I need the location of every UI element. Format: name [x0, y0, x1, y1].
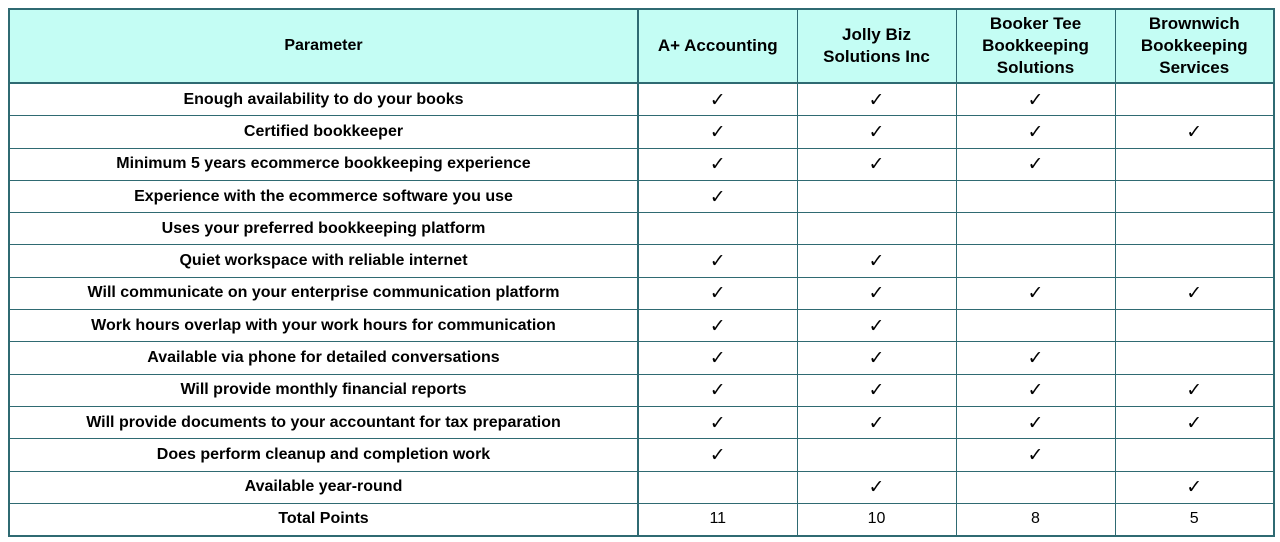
empty-cell — [797, 180, 956, 212]
check-mark-icon: ✓ — [797, 342, 956, 374]
header-vendor-line: Bookkeeping — [982, 36, 1089, 55]
check-mark-icon: ✓ — [797, 148, 956, 180]
empty-cell — [956, 310, 1115, 342]
empty-cell — [797, 213, 956, 245]
parameter-cell: Experience with the ecommerce software you use — [9, 180, 638, 212]
totals-row — [9, 503, 1274, 536]
empty-cell — [1115, 83, 1274, 116]
total-value: 5 — [1115, 503, 1274, 536]
table-row — [9, 342, 1274, 374]
check-mark-icon: ✓ — [956, 342, 1115, 374]
table-row — [9, 406, 1274, 438]
check-mark-icon: ✓ — [638, 406, 797, 438]
parameter-cell: Will provide monthly financial reports — [9, 374, 638, 406]
check-mark-icon: ✓ — [638, 180, 797, 212]
check-mark-icon: ✓ — [956, 83, 1115, 116]
empty-cell — [1115, 213, 1274, 245]
check-mark-icon: ✓ — [797, 471, 956, 503]
parameter-cell: Available via phone for detailed conversations — [9, 342, 638, 374]
check-mark-icon: ✓ — [797, 245, 956, 277]
empty-cell — [956, 471, 1115, 503]
totals-label: Total Points — [9, 503, 638, 536]
parameter-cell: Minimum 5 years ecommerce bookkeeping experience — [9, 148, 638, 180]
check-mark-icon: ✓ — [956, 406, 1115, 438]
header-vendor — [638, 9, 797, 83]
check-mark-icon: ✓ — [797, 83, 956, 116]
empty-cell — [1115, 245, 1274, 277]
header-row — [9, 9, 1274, 83]
parameter-cell: Work hours overlap with your work hours for communication — [9, 310, 638, 342]
table-row — [9, 148, 1274, 180]
check-mark-icon: ✓ — [638, 342, 797, 374]
empty-cell — [1115, 439, 1274, 471]
header-vendor-line: Services — [1159, 58, 1230, 77]
check-mark-icon: ✓ — [638, 439, 797, 471]
check-mark-icon: ✓ — [638, 83, 797, 116]
check-mark-icon: ✓ — [956, 374, 1115, 406]
check-mark-icon: ✓ — [638, 245, 797, 277]
check-mark-icon: ✓ — [797, 406, 956, 438]
check-mark-icon: ✓ — [956, 148, 1115, 180]
check-mark-icon: ✓ — [956, 277, 1115, 309]
parameter-cell: Does perform cleanup and completion work — [9, 439, 638, 471]
check-mark-icon: ✓ — [797, 310, 956, 342]
check-mark-icon: ✓ — [1115, 116, 1274, 148]
parameter-cell: Uses your preferred bookkeeping platform — [9, 213, 638, 245]
table-row — [9, 439, 1274, 471]
table-row — [9, 374, 1274, 406]
parameter-cell: Quiet workspace with reliable internet — [9, 245, 638, 277]
header-vendor-line: Solutions — [996, 58, 1075, 77]
empty-cell — [956, 213, 1115, 245]
parameter-cell: Enough availability to do your books — [9, 83, 638, 116]
header-vendor-line: A+ Accounting — [657, 36, 778, 55]
table-row — [9, 83, 1274, 116]
check-mark-icon: ✓ — [797, 374, 956, 406]
empty-cell — [956, 245, 1115, 277]
check-mark-icon: ✓ — [638, 310, 797, 342]
bookkeeper-comparison-table — [8, 8, 1275, 537]
header-parameter: Parameter — [9, 9, 638, 83]
header-vendor-line: Booker Tee — [989, 14, 1082, 33]
header-vendor-line: Jolly Biz — [842, 25, 911, 44]
table-row — [9, 277, 1274, 309]
check-mark-icon: ✓ — [1115, 374, 1274, 406]
empty-cell — [797, 439, 956, 471]
table-body — [9, 83, 1274, 503]
parameter-cell: Will provide documents to your accountant for tax preparation — [9, 406, 638, 438]
table-row — [9, 245, 1274, 277]
empty-cell — [1115, 310, 1274, 342]
total-value: 11 — [638, 503, 797, 536]
header-vendor — [956, 9, 1115, 83]
parameter-cell: Certified bookkeeper — [9, 116, 638, 148]
table-row — [9, 213, 1274, 245]
header-vendor-line: Brownwich — [1148, 14, 1240, 33]
parameter-cell: Will communicate on your enterprise communication platform — [9, 277, 638, 309]
check-mark-icon: ✓ — [797, 116, 956, 148]
table-row — [9, 310, 1274, 342]
empty-cell — [638, 213, 797, 245]
check-mark-icon: ✓ — [638, 277, 797, 309]
check-mark-icon: ✓ — [956, 116, 1115, 148]
check-mark-icon: ✓ — [638, 148, 797, 180]
check-mark-icon: ✓ — [797, 277, 956, 309]
parameter-cell: Available year-round — [9, 471, 638, 503]
table-row — [9, 180, 1274, 212]
header-vendor — [797, 9, 956, 83]
header-vendor-line: Solutions Inc — [823, 47, 930, 66]
check-mark-icon: ✓ — [1115, 406, 1274, 438]
header-vendor — [1115, 9, 1274, 83]
table-row — [9, 471, 1274, 503]
total-value: 8 — [956, 503, 1115, 536]
check-mark-icon: ✓ — [638, 116, 797, 148]
empty-cell — [1115, 342, 1274, 374]
total-value: 10 — [797, 503, 956, 536]
empty-cell — [1115, 148, 1274, 180]
check-mark-icon: ✓ — [956, 439, 1115, 471]
empty-cell — [956, 180, 1115, 212]
header-vendor-line: Bookkeeping — [1140, 36, 1248, 55]
table-row — [9, 116, 1274, 148]
check-mark-icon: ✓ — [1115, 471, 1274, 503]
check-mark-icon: ✓ — [638, 374, 797, 406]
empty-cell — [1115, 180, 1274, 212]
check-mark-icon: ✓ — [1115, 277, 1274, 309]
comparison-table-container — [8, 8, 1273, 537]
empty-cell — [638, 471, 797, 503]
